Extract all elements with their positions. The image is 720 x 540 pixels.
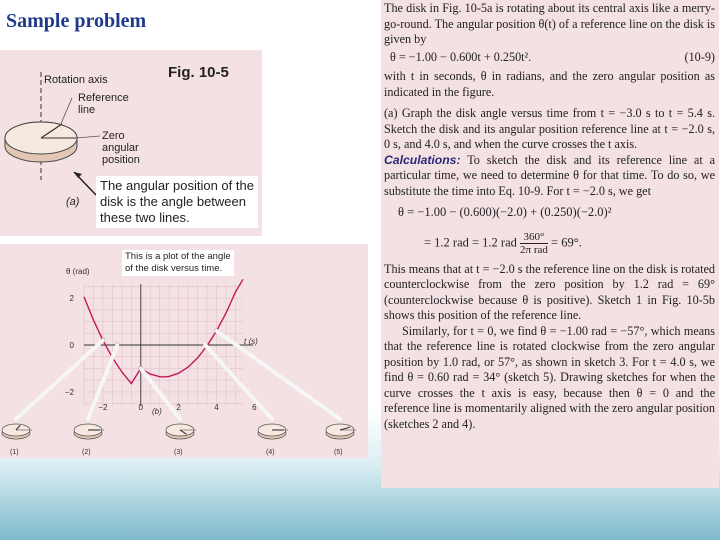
figure-caption: Fig. 10-5 xyxy=(168,64,229,81)
intro-paragraph: The disk in Fig. 10-5a is rotating about its central axis like a merry-go-round. The angular position θ(t) of a reference line on the disk is given by xyxy=(384,1,715,46)
zero-angular-position-label: Zero angular position xyxy=(102,130,140,166)
angular-position-callout: The angular position of the disk is the angle between these two lines. xyxy=(96,176,258,228)
x-tick-label: 0 xyxy=(138,403,144,412)
equation-10-9 xyxy=(390,50,715,66)
explanation-paragraph: This means that at t = −2.0 s the reference line on the disk is rotated counterclockwise from the zero position by 1.2 rad = 69° (counterclockwise because θ is positive). Sketch 1 in Fig. 10-5b shows this position of the reference line. xyxy=(384,261,715,322)
x-axis-label: t (s) xyxy=(244,337,258,346)
x-tick-label: 4 xyxy=(214,403,219,412)
plot-callout: This is a plot of the angle of the disk versus time. xyxy=(122,250,234,276)
rotation-axis-label: Rotation axis xyxy=(44,74,108,86)
equation: θ = −1.00 − 0.600t + 0.250t². xyxy=(390,49,532,64)
slide-title: Sample problem xyxy=(6,10,147,32)
math-line-2-right: = 69°. xyxy=(551,234,582,249)
panel-label-b: (b) xyxy=(152,407,162,416)
figure-10-5a xyxy=(0,50,262,236)
text-column xyxy=(381,0,719,488)
pointer-arrow xyxy=(16,340,103,419)
math-line-2-left: = 1.2 rad = 1.2 rad xyxy=(424,234,517,249)
equation-number: (10-9) xyxy=(684,49,715,64)
x-tick-label: 6 xyxy=(252,403,257,412)
calculations-text: To sketch the disk and its reference line at a particular time, we need to determine θ for that time. To do so, we substitute the time into Eq. 10-9. For t = −2.0 s, we get xyxy=(384,152,715,198)
calculations-label: Calculations: xyxy=(384,152,461,167)
sketch-label: (1) xyxy=(10,449,19,456)
x-tick-label: −2 xyxy=(98,403,108,412)
reference-line-label: Reference line xyxy=(78,92,129,116)
degree-conversion-fraction xyxy=(520,231,548,256)
angle-time-chart xyxy=(0,244,368,458)
y-tick-label: 2 xyxy=(69,294,74,304)
figure-10-5b xyxy=(0,244,368,458)
fraction-numerator: 360° xyxy=(520,231,548,244)
sketch-label: (5) xyxy=(334,449,343,456)
calculation-block xyxy=(398,205,715,256)
y-axis-label: θ (rad) xyxy=(66,267,90,276)
sketch-label: (3) xyxy=(174,449,183,456)
fraction-denominator: 2π rad xyxy=(520,243,548,256)
x-tick-label: 2 xyxy=(176,403,181,412)
y-tick-label: −2 xyxy=(64,387,74,397)
after-equation-paragraph: with t in seconds, θ in radians, and the zero angular position as indicated in the figure. xyxy=(384,69,715,99)
math-line-2 xyxy=(424,231,715,256)
sketch-label: (2) xyxy=(82,449,91,456)
panel-label-a: (a) xyxy=(66,196,80,208)
part-a-paragraph: (a) Graph the disk angle versus time from t = −3.0 s to t = 5.4 s. Sketch the disk and its angular position reference line at t = −2.0 s, 0 s, and 4.0 s, and when the curve crosses the t axis. xyxy=(384,106,715,151)
pointer-arrow xyxy=(217,331,341,419)
y-tick-label: 0 xyxy=(69,341,74,350)
math-line-1: θ = −1.00 − (0.600)(−2.0) + (0.250)(−2.0)² xyxy=(398,205,612,219)
sketch-label: (4) xyxy=(266,449,275,456)
similarly-paragraph: Similarly, for t = 0, we find θ = −1.00 rad = −57°, which means that the reference line is rotated clockwise from the zero angular position by 1.0 rad, or 57°, as shown in sketch 3. For t = 4.0 s, we find θ = 0.60 rad = 34° (sketch 5). Drawing sketches for when the curve crosses the t axis is easy, because then θ = 0 and the reference line is momentarily aligned with the zero angular position (sketches 2 and 4). xyxy=(384,323,715,431)
